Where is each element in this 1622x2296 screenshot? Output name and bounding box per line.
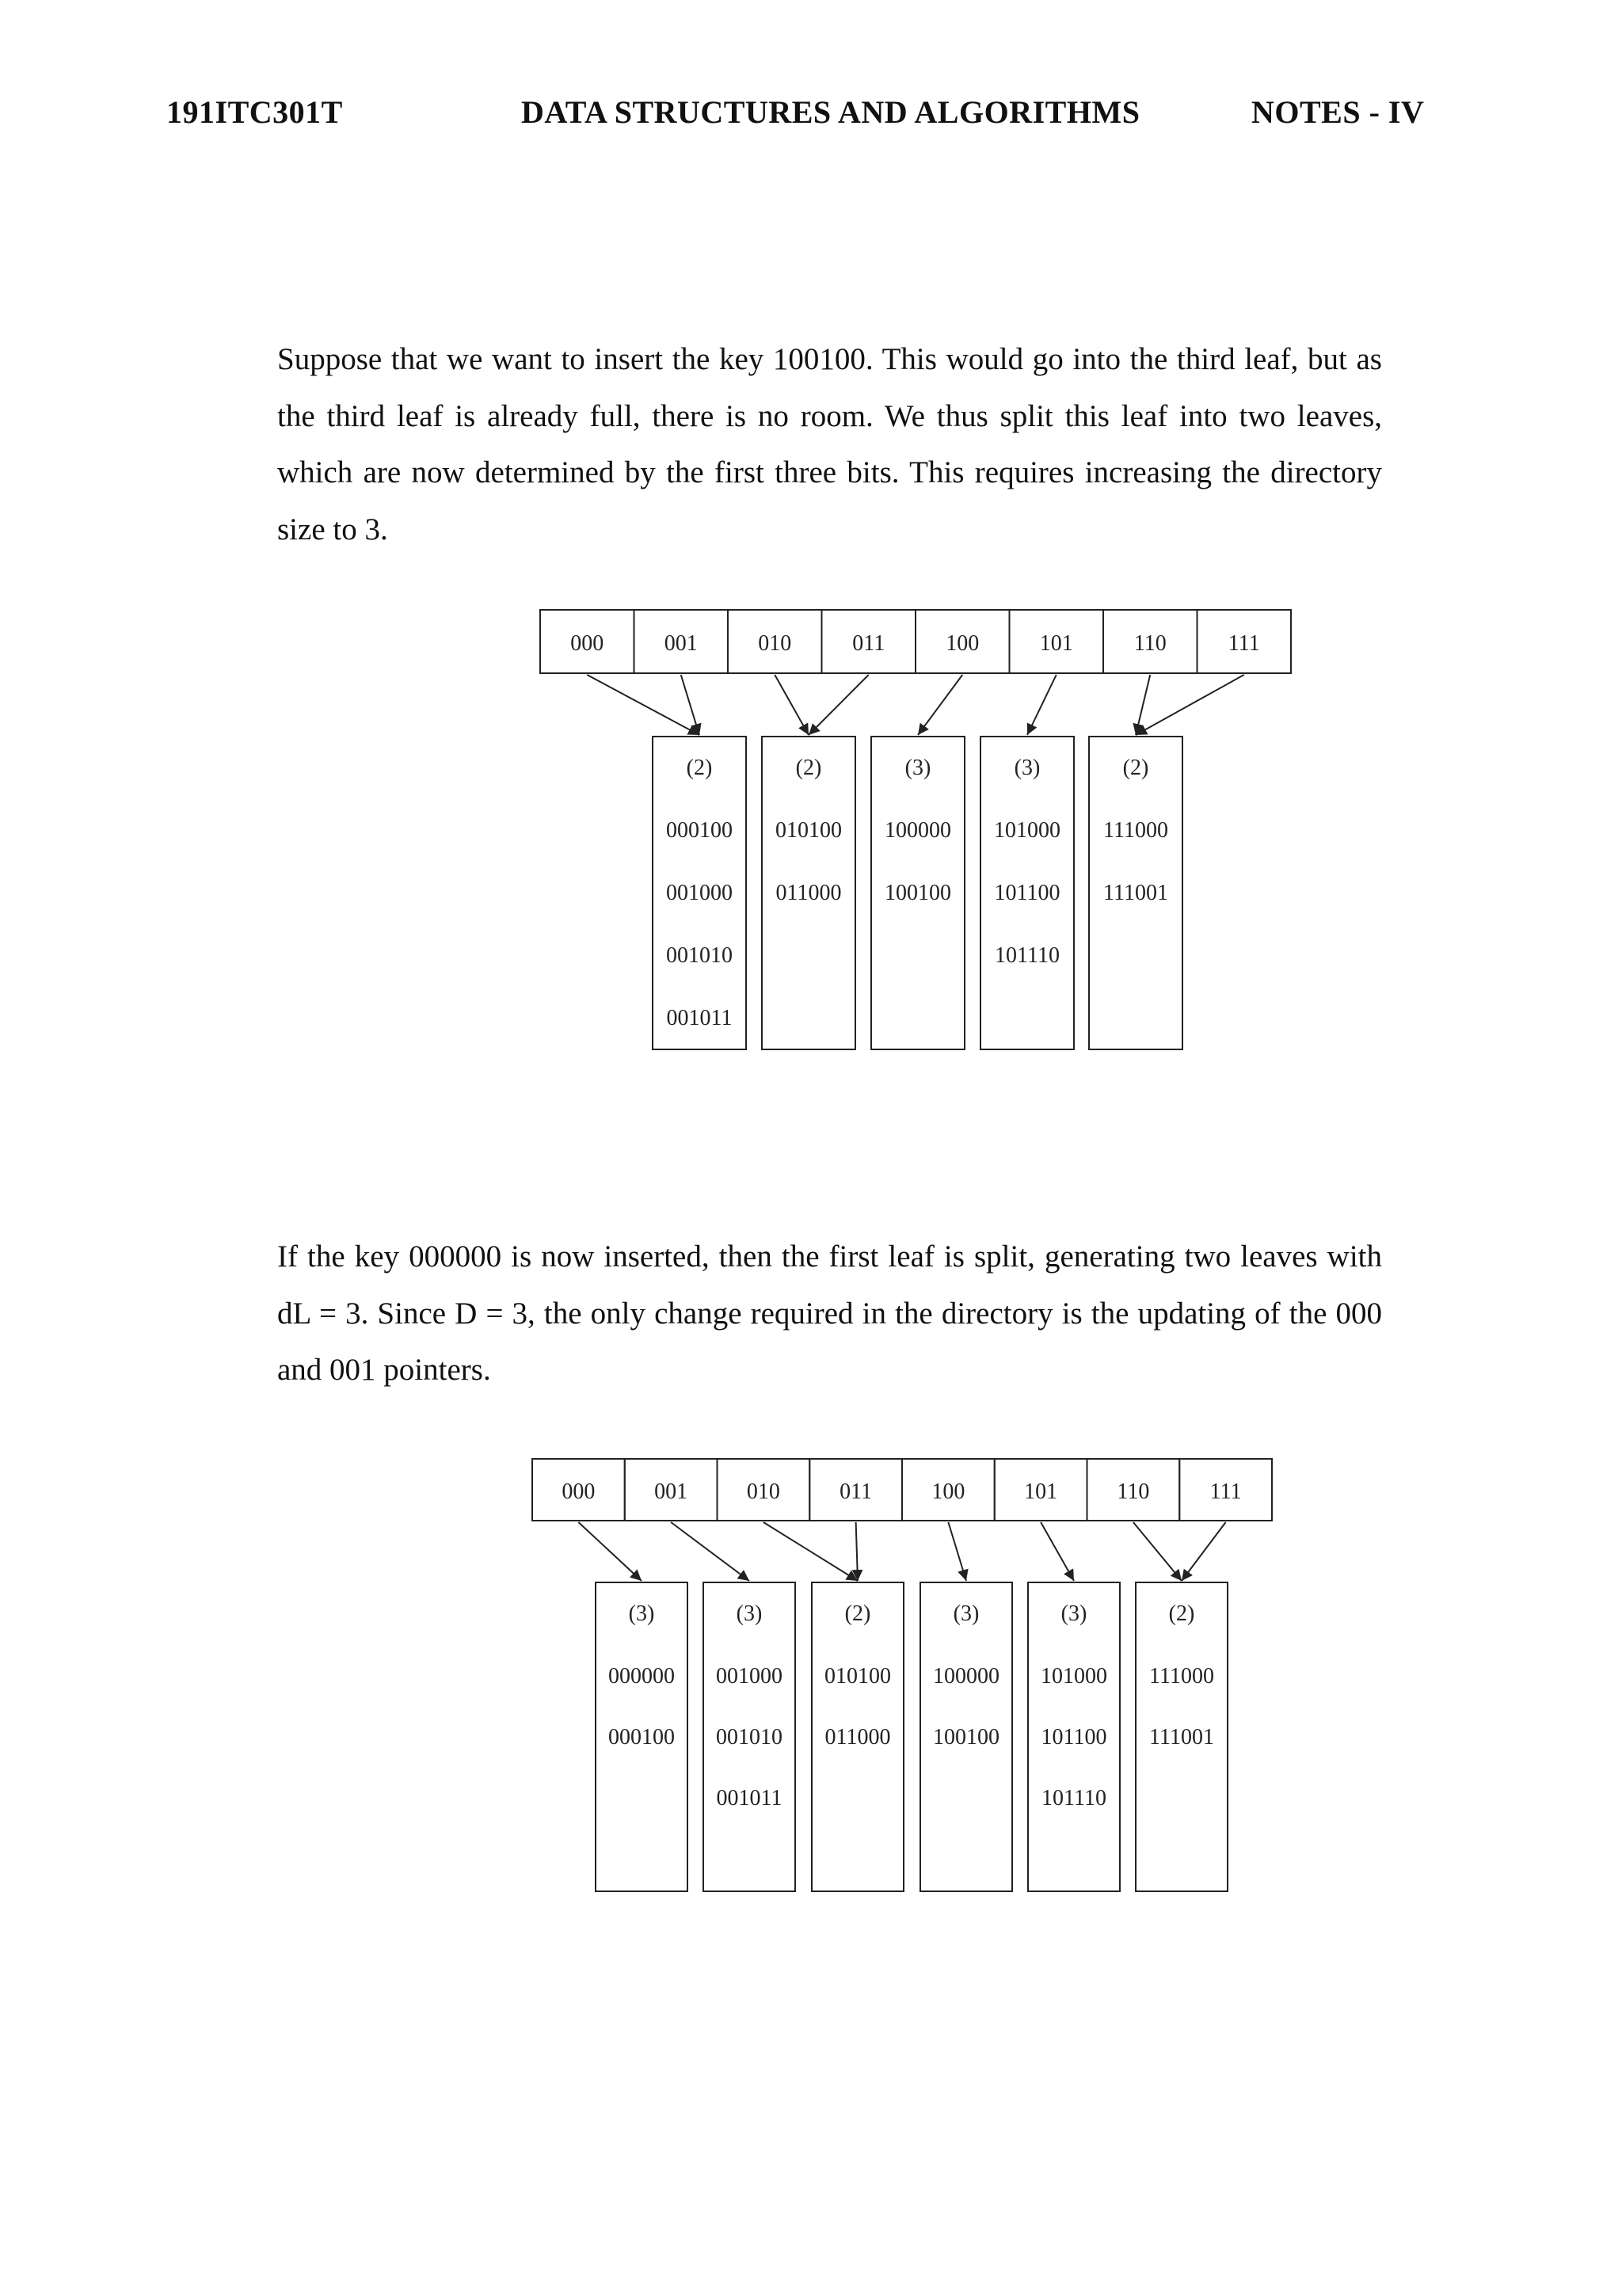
leaf-key: 010100 [775, 818, 842, 843]
directory-cell-000 [540, 610, 634, 673]
leaf-key: 001010 [716, 1725, 782, 1750]
leaf-key: 101000 [1041, 1664, 1107, 1689]
directory-cell-001 [634, 610, 729, 673]
directory-pointer [948, 1522, 966, 1581]
directory-label: 001 [664, 631, 698, 656]
leaf-key: 100100 [933, 1725, 999, 1750]
leaf-bucket [980, 737, 1074, 1049]
leaf-bucket [920, 1582, 1012, 1891]
directory-pointer [1041, 1522, 1074, 1581]
leaf-key: 000100 [608, 1725, 675, 1750]
directory-pointer [671, 1522, 749, 1581]
notes-label: NOTES - IV [1251, 94, 1425, 130]
directory-pointer [1136, 675, 1150, 735]
directory-label: 111 [1228, 631, 1260, 656]
leaf-depth: (3) [1014, 756, 1041, 780]
leaf-key: 111000 [1149, 1664, 1214, 1689]
leaf-key: 111001 [1149, 1725, 1214, 1750]
directory-cell-100 [916, 610, 1010, 673]
leaf-bucket [812, 1582, 904, 1891]
directory-cell-110 [1087, 1459, 1180, 1521]
leaf-bucket [596, 1582, 687, 1891]
leaf-bucket [1136, 1582, 1228, 1891]
directory-pointer [1182, 1522, 1226, 1581]
leaf-key: 001011 [716, 1786, 782, 1811]
leaf-key: 101000 [994, 818, 1060, 843]
leaf-depth: (2) [1168, 1601, 1195, 1626]
directory-label: 010 [746, 1479, 780, 1504]
leaf-key: 101110 [1041, 1786, 1106, 1811]
directory-cell-110 [1103, 610, 1197, 673]
directory-cell-111 [1197, 610, 1292, 673]
leaf-depth: (3) [628, 1601, 655, 1626]
leaf-key: 001010 [666, 943, 733, 968]
directory-pointer [681, 675, 699, 735]
directory-pointer [809, 675, 869, 735]
directory-cell-001 [625, 1459, 718, 1521]
leaf-key: 000000 [608, 1664, 675, 1689]
directory-label: 100 [931, 1479, 965, 1504]
directory-pointer [775, 675, 809, 735]
leaf-key: 100100 [885, 881, 951, 905]
directory-pointer [763, 1522, 858, 1581]
leaf-depth: (2) [686, 756, 713, 780]
leaf-key: 100000 [885, 818, 951, 843]
directory-label: 011 [852, 631, 885, 656]
directory-cell-010 [718, 1459, 810, 1521]
leaf-key: 111000 [1103, 818, 1168, 843]
leaf-key: 001011 [666, 1006, 733, 1030]
leaf-depth: (2) [795, 756, 822, 780]
directory-cell-100 [902, 1459, 995, 1521]
directory-cell-010 [728, 610, 822, 673]
paragraph-insert-100100: Suppose that we want to insert the key 100100. This would go into the third leaf, but as the third leaf is already full, there is no room. We thus split this leaf into two leaves, which are now determined by the first three bits. This requires increasing the directory size to 3. [277, 342, 1382, 546]
directory-pointer [918, 675, 962, 735]
leaf-key: 101100 [994, 881, 1060, 905]
directory-label: 110 [1117, 1479, 1150, 1504]
directory-label: 101 [1024, 1479, 1058, 1504]
directory-label: 110 [1133, 631, 1167, 656]
directory-label: 000 [562, 1479, 596, 1504]
leaf-key: 111001 [1103, 881, 1168, 905]
leaf-bucket [703, 1582, 795, 1891]
directory-pointer [1133, 1522, 1182, 1581]
course-code: 191ITC301T [166, 94, 343, 130]
directory-label: 011 [840, 1479, 873, 1504]
leaf-bucket [653, 737, 746, 1049]
leaf-depth: (3) [904, 756, 931, 780]
leaf-key: 010100 [824, 1664, 891, 1689]
leaf-bucket [1028, 1582, 1120, 1891]
directory-pointer [1136, 675, 1244, 735]
directory-cell-000 [532, 1459, 625, 1521]
directory-cell-101 [995, 1459, 1087, 1521]
leaf-bucket [762, 737, 855, 1049]
directory-label: 001 [654, 1479, 688, 1504]
directory-cell-111 [1179, 1459, 1272, 1521]
directory-pointer [578, 1522, 642, 1581]
leaf-bucket [871, 737, 965, 1049]
leaf-key: 011000 [824, 1725, 891, 1750]
paragraph-insert-000000: If the key 000000 is now inserted, then the first leaf is split, generating two leaves with dL = 3. Since D = 3, the only change required in the directory is the updating of the 000 and 001 pointers. [277, 1239, 1382, 1387]
leaf-key: 100000 [933, 1664, 999, 1689]
leaf-key: 001000 [716, 1664, 782, 1689]
leaf-key: 101110 [995, 943, 1060, 968]
leaf-key: 000100 [666, 818, 733, 843]
leaf-key: 011000 [775, 881, 842, 905]
directory-pointer [587, 675, 699, 735]
directory-cell-011 [809, 1459, 902, 1521]
directory-label: 101 [1039, 631, 1073, 656]
directory-cell-101 [1010, 610, 1104, 673]
course-title: DATA STRUCTURES AND ALGORITHMS [521, 94, 1140, 130]
leaf-key: 101100 [1041, 1725, 1107, 1750]
directory-label: 010 [758, 631, 792, 656]
leaf-depth: (2) [844, 1601, 871, 1626]
leaf-depth: (2) [1122, 756, 1149, 780]
directory-label: 111 [1209, 1479, 1242, 1504]
leaf-key: 001000 [666, 881, 733, 905]
leaf-depth: (3) [736, 1601, 763, 1626]
directory-pointer [856, 1522, 858, 1581]
leaf-bucket [1089, 737, 1182, 1049]
directory-label: 000 [570, 631, 604, 656]
directory-cell-011 [822, 610, 916, 673]
leaf-depth: (3) [1060, 1601, 1087, 1626]
directory-label: 100 [946, 631, 980, 656]
directory-pointer [1027, 675, 1057, 735]
leaf-depth: (3) [953, 1601, 980, 1626]
